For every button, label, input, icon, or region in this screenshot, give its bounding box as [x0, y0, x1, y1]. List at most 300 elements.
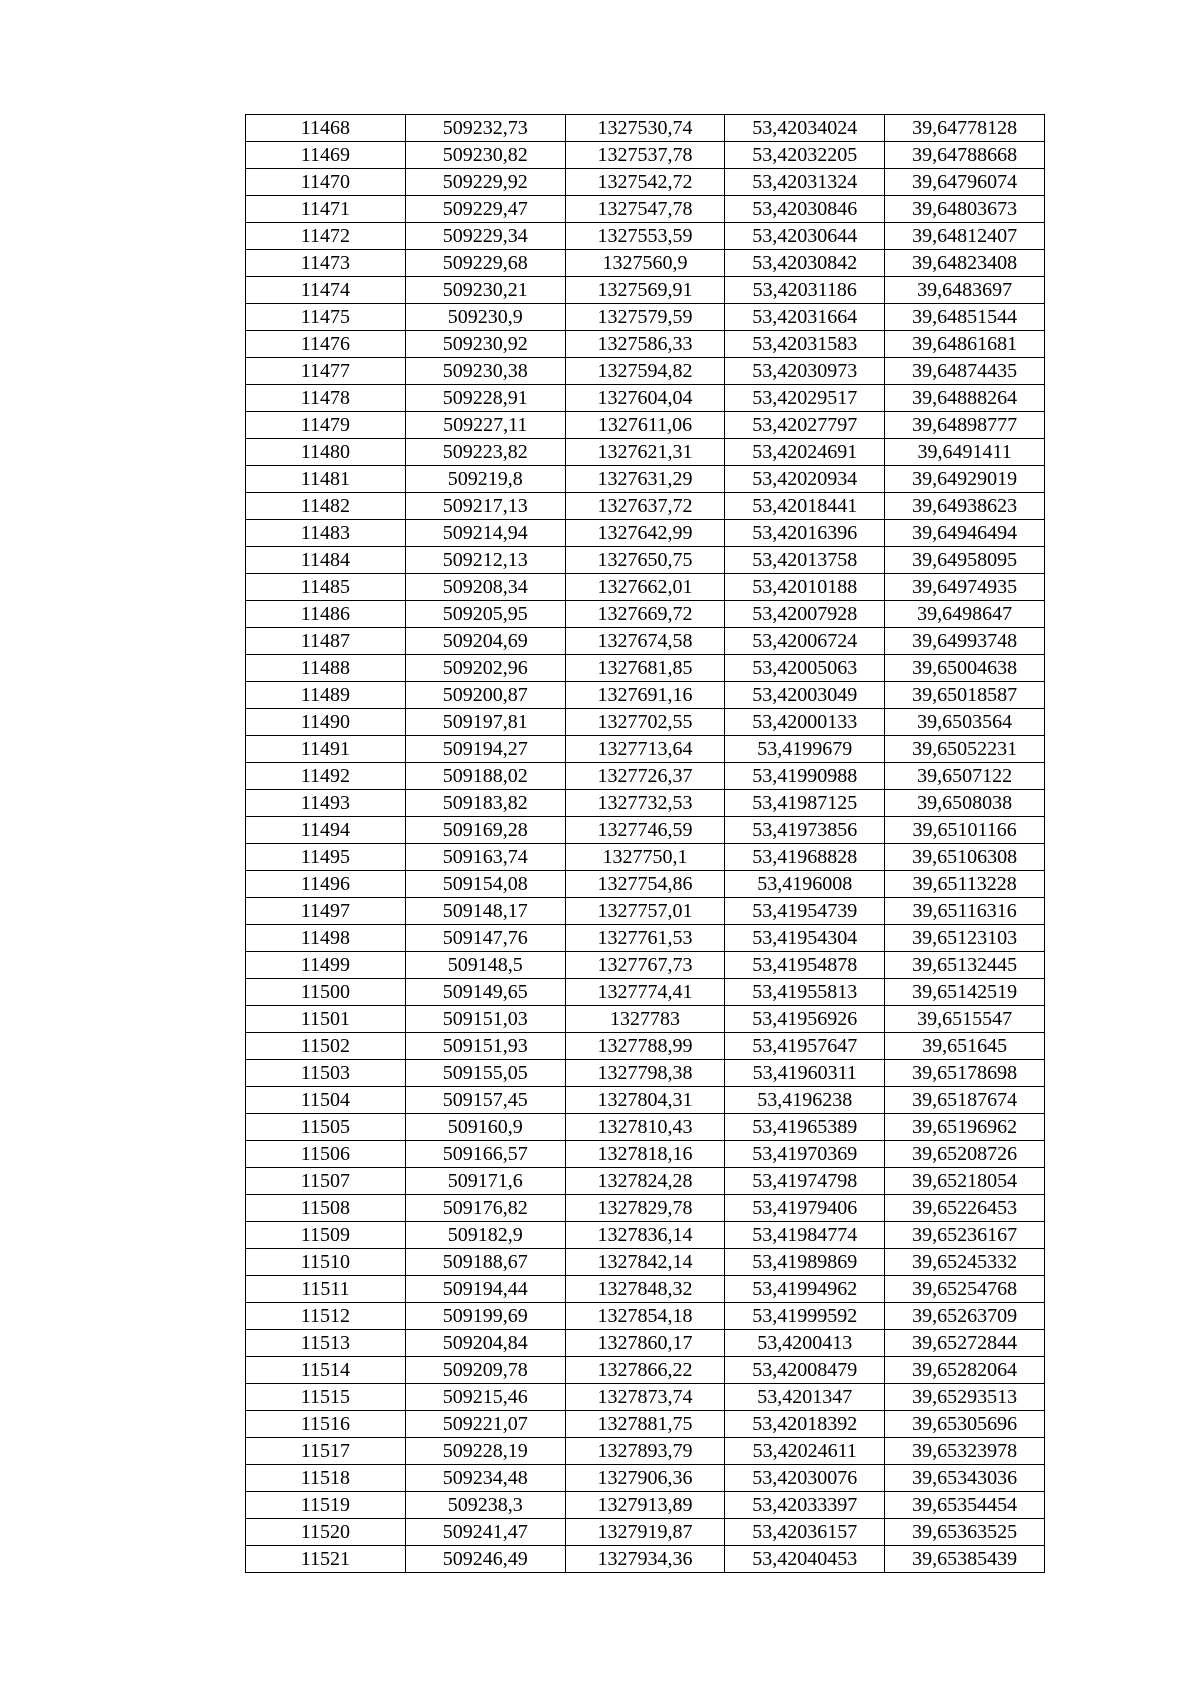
point-number-cell: 11493 [246, 790, 406, 817]
longitude-cell: 39,65106308 [885, 844, 1045, 871]
table-row [246, 628, 1045, 655]
longitude-cell: 39,6503564 [885, 709, 1045, 736]
x-coordinate-cell: 509230,38 [405, 358, 565, 385]
longitude-cell: 39,64958095 [885, 547, 1045, 574]
point-number-cell: 11518 [246, 1465, 406, 1492]
y-coordinate-cell: 1327919,87 [565, 1519, 725, 1546]
y-coordinate-cell: 1327631,29 [565, 466, 725, 493]
latitude-cell: 53,4201347 [725, 1384, 885, 1411]
longitude-cell: 39,65132445 [885, 952, 1045, 979]
latitude-cell: 53,41968828 [725, 844, 885, 871]
point-number-cell: 11485 [246, 574, 406, 601]
x-coordinate-cell: 509209,78 [405, 1357, 565, 1384]
y-coordinate-cell: 1327642,99 [565, 520, 725, 547]
table-row [246, 115, 1045, 142]
point-number-cell: 11501 [246, 1006, 406, 1033]
longitude-cell: 39,64812407 [885, 223, 1045, 250]
y-coordinate-cell: 1327713,64 [565, 736, 725, 763]
x-coordinate-cell: 509147,76 [405, 925, 565, 952]
x-coordinate-cell: 509202,96 [405, 655, 565, 682]
longitude-cell: 39,65282064 [885, 1357, 1045, 1384]
latitude-cell: 53,42018441 [725, 493, 885, 520]
longitude-cell: 39,65113228 [885, 871, 1045, 898]
point-number-cell: 11511 [246, 1276, 406, 1303]
point-number-cell: 11508 [246, 1195, 406, 1222]
y-coordinate-cell: 1327818,16 [565, 1141, 725, 1168]
x-coordinate-cell: 509238,3 [405, 1492, 565, 1519]
x-coordinate-cell: 509223,82 [405, 439, 565, 466]
x-coordinate-cell: 509182,9 [405, 1222, 565, 1249]
table-row [246, 925, 1045, 952]
longitude-cell: 39,64796074 [885, 169, 1045, 196]
point-number-cell: 11505 [246, 1114, 406, 1141]
table-row [246, 1384, 1045, 1411]
x-coordinate-cell: 509232,73 [405, 115, 565, 142]
x-coordinate-cell: 509221,07 [405, 1411, 565, 1438]
x-coordinate-cell: 509219,8 [405, 466, 565, 493]
table-row [246, 1411, 1045, 1438]
y-coordinate-cell: 1327604,04 [565, 385, 725, 412]
y-coordinate-cell: 1327798,38 [565, 1060, 725, 1087]
table-row [246, 358, 1045, 385]
latitude-cell: 53,42031186 [725, 277, 885, 304]
point-number-cell: 11472 [246, 223, 406, 250]
table-row [246, 1330, 1045, 1357]
x-coordinate-cell: 509205,95 [405, 601, 565, 628]
table-row [246, 439, 1045, 466]
table-row [246, 250, 1045, 277]
table-row [246, 547, 1045, 574]
latitude-cell: 53,4196238 [725, 1087, 885, 1114]
x-coordinate-cell: 509230,9 [405, 304, 565, 331]
longitude-cell: 39,65323978 [885, 1438, 1045, 1465]
latitude-cell: 53,42029517 [725, 385, 885, 412]
y-coordinate-cell: 1327829,78 [565, 1195, 725, 1222]
x-coordinate-cell: 509215,46 [405, 1384, 565, 1411]
table-row [246, 574, 1045, 601]
longitude-cell: 39,64993748 [885, 628, 1045, 655]
x-coordinate-cell: 509230,21 [405, 277, 565, 304]
latitude-cell: 53,41987125 [725, 790, 885, 817]
table-row [246, 1357, 1045, 1384]
longitude-cell: 39,64803673 [885, 196, 1045, 223]
point-number-cell: 11477 [246, 358, 406, 385]
y-coordinate-cell: 1327754,86 [565, 871, 725, 898]
latitude-cell: 53,42030846 [725, 196, 885, 223]
latitude-cell: 53,42036157 [725, 1519, 885, 1546]
table-row [246, 790, 1045, 817]
latitude-cell: 53,42032205 [725, 142, 885, 169]
y-coordinate-cell: 1327824,28 [565, 1168, 725, 1195]
longitude-cell: 39,65123103 [885, 925, 1045, 952]
point-number-cell: 11506 [246, 1141, 406, 1168]
longitude-cell: 39,64861681 [885, 331, 1045, 358]
longitude-cell: 39,64778128 [885, 115, 1045, 142]
y-coordinate-cell: 1327774,41 [565, 979, 725, 1006]
latitude-cell: 53,41956926 [725, 1006, 885, 1033]
table-row [246, 979, 1045, 1006]
y-coordinate-cell: 1327674,58 [565, 628, 725, 655]
longitude-cell: 39,64788668 [885, 142, 1045, 169]
x-coordinate-cell: 509229,92 [405, 169, 565, 196]
x-coordinate-cell: 509230,82 [405, 142, 565, 169]
x-coordinate-cell: 509151,93 [405, 1033, 565, 1060]
x-coordinate-cell: 509151,03 [405, 1006, 565, 1033]
longitude-cell: 39,65245332 [885, 1249, 1045, 1276]
point-number-cell: 11497 [246, 898, 406, 925]
table-row [246, 1060, 1045, 1087]
table-row [246, 1519, 1045, 1546]
table-row [246, 736, 1045, 763]
table-row [246, 952, 1045, 979]
table-row [246, 1114, 1045, 1141]
table-row [246, 466, 1045, 493]
y-coordinate-cell: 1327767,73 [565, 952, 725, 979]
y-coordinate-cell: 1327746,59 [565, 817, 725, 844]
table-row [246, 1195, 1045, 1222]
latitude-cell: 53,42005063 [725, 655, 885, 682]
longitude-cell: 39,6507122 [885, 763, 1045, 790]
x-coordinate-cell: 509217,13 [405, 493, 565, 520]
point-number-cell: 11520 [246, 1519, 406, 1546]
y-coordinate-cell: 1327560,9 [565, 250, 725, 277]
point-number-cell: 11481 [246, 466, 406, 493]
x-coordinate-cell: 509230,92 [405, 331, 565, 358]
point-number-cell: 11489 [246, 682, 406, 709]
latitude-cell: 53,42033397 [725, 1492, 885, 1519]
x-coordinate-cell: 509204,69 [405, 628, 565, 655]
table-row [246, 196, 1045, 223]
point-number-cell: 11500 [246, 979, 406, 1006]
x-coordinate-cell: 509176,82 [405, 1195, 565, 1222]
point-number-cell: 11503 [246, 1060, 406, 1087]
coordinates-table [245, 114, 1045, 1573]
table-row [246, 601, 1045, 628]
longitude-cell: 39,65343036 [885, 1465, 1045, 1492]
y-coordinate-cell: 1327662,01 [565, 574, 725, 601]
longitude-cell: 39,65004638 [885, 655, 1045, 682]
table-row [246, 1438, 1045, 1465]
point-number-cell: 11487 [246, 628, 406, 655]
point-number-cell: 11471 [246, 196, 406, 223]
longitude-cell: 39,65305696 [885, 1411, 1045, 1438]
x-coordinate-cell: 509208,34 [405, 574, 565, 601]
longitude-cell: 39,64823408 [885, 250, 1045, 277]
point-number-cell: 11510 [246, 1249, 406, 1276]
y-coordinate-cell: 1327893,79 [565, 1438, 725, 1465]
table-row [246, 169, 1045, 196]
point-number-cell: 11478 [246, 385, 406, 412]
table-row [246, 1168, 1045, 1195]
table-row [246, 763, 1045, 790]
x-coordinate-cell: 509229,68 [405, 250, 565, 277]
y-coordinate-cell: 1327726,37 [565, 763, 725, 790]
latitude-cell: 53,42027797 [725, 412, 885, 439]
y-coordinate-cell: 1327691,16 [565, 682, 725, 709]
latitude-cell: 53,42018392 [725, 1411, 885, 1438]
point-number-cell: 11519 [246, 1492, 406, 1519]
table-row [246, 142, 1045, 169]
x-coordinate-cell: 509166,57 [405, 1141, 565, 1168]
y-coordinate-cell: 1327906,36 [565, 1465, 725, 1492]
y-coordinate-cell: 1327637,72 [565, 493, 725, 520]
y-coordinate-cell: 1327860,17 [565, 1330, 725, 1357]
y-coordinate-cell: 1327669,72 [565, 601, 725, 628]
table-row [246, 1546, 1045, 1573]
longitude-cell: 39,65187674 [885, 1087, 1045, 1114]
table-row [246, 709, 1045, 736]
point-number-cell: 11480 [246, 439, 406, 466]
y-coordinate-cell: 1327569,91 [565, 277, 725, 304]
longitude-cell: 39,65178698 [885, 1060, 1045, 1087]
point-number-cell: 11498 [246, 925, 406, 952]
x-coordinate-cell: 509212,13 [405, 547, 565, 574]
point-number-cell: 11474 [246, 277, 406, 304]
x-coordinate-cell: 509197,81 [405, 709, 565, 736]
table-row [246, 1249, 1045, 1276]
y-coordinate-cell: 1327848,32 [565, 1276, 725, 1303]
x-coordinate-cell: 509228,19 [405, 1438, 565, 1465]
latitude-cell: 53,41979406 [725, 1195, 885, 1222]
point-number-cell: 11483 [246, 520, 406, 547]
y-coordinate-cell: 1327611,06 [565, 412, 725, 439]
latitude-cell: 53,41960311 [725, 1060, 885, 1087]
point-number-cell: 11473 [246, 250, 406, 277]
y-coordinate-cell: 1327594,82 [565, 358, 725, 385]
y-coordinate-cell: 1327788,99 [565, 1033, 725, 1060]
table-row [246, 898, 1045, 925]
latitude-cell: 53,41970369 [725, 1141, 885, 1168]
x-coordinate-cell: 509194,44 [405, 1276, 565, 1303]
x-coordinate-cell: 509148,17 [405, 898, 565, 925]
table-row [246, 520, 1045, 547]
y-coordinate-cell: 1327854,18 [565, 1303, 725, 1330]
point-number-cell: 11490 [246, 709, 406, 736]
longitude-cell: 39,6483697 [885, 277, 1045, 304]
table-row [246, 655, 1045, 682]
latitude-cell: 53,42030842 [725, 250, 885, 277]
x-coordinate-cell: 509229,34 [405, 223, 565, 250]
y-coordinate-cell: 1327553,59 [565, 223, 725, 250]
y-coordinate-cell: 1327836,14 [565, 1222, 725, 1249]
x-coordinate-cell: 509183,82 [405, 790, 565, 817]
longitude-cell: 39,6498647 [885, 601, 1045, 628]
longitude-cell: 39,6515547 [885, 1006, 1045, 1033]
point-number-cell: 11492 [246, 763, 406, 790]
y-coordinate-cell: 1327732,53 [565, 790, 725, 817]
y-coordinate-cell: 1327530,74 [565, 115, 725, 142]
latitude-cell: 53,41999592 [725, 1303, 885, 1330]
point-number-cell: 11494 [246, 817, 406, 844]
point-number-cell: 11513 [246, 1330, 406, 1357]
x-coordinate-cell: 509241,47 [405, 1519, 565, 1546]
longitude-cell: 39,65254768 [885, 1276, 1045, 1303]
table-row [246, 817, 1045, 844]
latitude-cell: 53,41994962 [725, 1276, 885, 1303]
y-coordinate-cell: 1327866,22 [565, 1357, 725, 1384]
latitude-cell: 53,42020934 [725, 466, 885, 493]
table-row [246, 682, 1045, 709]
y-coordinate-cell: 1327761,53 [565, 925, 725, 952]
longitude-cell: 39,65196962 [885, 1114, 1045, 1141]
table-row [246, 1087, 1045, 1114]
x-coordinate-cell: 509200,87 [405, 682, 565, 709]
latitude-cell: 53,42006724 [725, 628, 885, 655]
point-number-cell: 11517 [246, 1438, 406, 1465]
table-row [246, 493, 1045, 520]
point-number-cell: 11504 [246, 1087, 406, 1114]
latitude-cell: 53,41954739 [725, 898, 885, 925]
latitude-cell: 53,42016396 [725, 520, 885, 547]
y-coordinate-cell: 1327586,33 [565, 331, 725, 358]
latitude-cell: 53,41965389 [725, 1114, 885, 1141]
x-coordinate-cell: 509246,49 [405, 1546, 565, 1573]
latitude-cell: 53,41974798 [725, 1168, 885, 1195]
x-coordinate-cell: 509214,94 [405, 520, 565, 547]
table-row [246, 1141, 1045, 1168]
latitude-cell: 53,4199679 [725, 736, 885, 763]
longitude-cell: 39,6508038 [885, 790, 1045, 817]
latitude-cell: 53,4196008 [725, 871, 885, 898]
table-row [246, 844, 1045, 871]
table-row [246, 223, 1045, 250]
longitude-cell: 39,65385439 [885, 1546, 1045, 1573]
point-number-cell: 11496 [246, 871, 406, 898]
y-coordinate-cell: 1327757,01 [565, 898, 725, 925]
longitude-cell: 39,65018587 [885, 682, 1045, 709]
table-row [246, 1276, 1045, 1303]
point-number-cell: 11516 [246, 1411, 406, 1438]
longitude-cell: 39,65354454 [885, 1492, 1045, 1519]
latitude-cell: 53,42030076 [725, 1465, 885, 1492]
latitude-cell: 53,42030644 [725, 223, 885, 250]
table-row [246, 304, 1045, 331]
point-number-cell: 11484 [246, 547, 406, 574]
x-coordinate-cell: 509194,27 [405, 736, 565, 763]
x-coordinate-cell: 509204,84 [405, 1330, 565, 1357]
latitude-cell: 53,42024691 [725, 439, 885, 466]
latitude-cell: 53,4200413 [725, 1330, 885, 1357]
y-coordinate-cell: 1327537,78 [565, 142, 725, 169]
x-coordinate-cell: 509229,47 [405, 196, 565, 223]
longitude-cell: 39,64898777 [885, 412, 1045, 439]
y-coordinate-cell: 1327810,43 [565, 1114, 725, 1141]
point-number-cell: 11491 [246, 736, 406, 763]
longitude-cell: 39,65263709 [885, 1303, 1045, 1330]
x-coordinate-cell: 509160,9 [405, 1114, 565, 1141]
latitude-cell: 53,42031324 [725, 169, 885, 196]
latitude-cell: 53,42003049 [725, 682, 885, 709]
longitude-cell: 39,65142519 [885, 979, 1045, 1006]
point-number-cell: 11486 [246, 601, 406, 628]
point-number-cell: 11482 [246, 493, 406, 520]
longitude-cell: 39,65052231 [885, 736, 1045, 763]
longitude-cell: 39,64851544 [885, 304, 1045, 331]
point-number-cell: 11521 [246, 1546, 406, 1573]
table-row [246, 871, 1045, 898]
table-row [246, 1303, 1045, 1330]
table-row [246, 1465, 1045, 1492]
longitude-cell: 39,65293513 [885, 1384, 1045, 1411]
latitude-cell: 53,42030973 [725, 358, 885, 385]
point-number-cell: 11509 [246, 1222, 406, 1249]
y-coordinate-cell: 1327783 [565, 1006, 725, 1033]
y-coordinate-cell: 1327873,74 [565, 1384, 725, 1411]
point-number-cell: 11512 [246, 1303, 406, 1330]
longitude-cell: 39,651645 [885, 1033, 1045, 1060]
latitude-cell: 53,41990988 [725, 763, 885, 790]
point-number-cell: 11479 [246, 412, 406, 439]
longitude-cell: 39,65363525 [885, 1519, 1045, 1546]
y-coordinate-cell: 1327934,36 [565, 1546, 725, 1573]
latitude-cell: 53,42007928 [725, 601, 885, 628]
longitude-cell: 39,65218054 [885, 1168, 1045, 1195]
y-coordinate-cell: 1327842,14 [565, 1249, 725, 1276]
x-coordinate-cell: 509188,67 [405, 1249, 565, 1276]
point-number-cell: 11470 [246, 169, 406, 196]
point-number-cell: 11468 [246, 115, 406, 142]
latitude-cell: 53,42010188 [725, 574, 885, 601]
longitude-cell: 39,64938623 [885, 493, 1045, 520]
point-number-cell: 11476 [246, 331, 406, 358]
latitude-cell: 53,42008479 [725, 1357, 885, 1384]
longitude-cell: 39,65226453 [885, 1195, 1045, 1222]
x-coordinate-cell: 509228,91 [405, 385, 565, 412]
coordinates-table-body [246, 115, 1045, 1573]
y-coordinate-cell: 1327750,1 [565, 844, 725, 871]
point-number-cell: 11495 [246, 844, 406, 871]
x-coordinate-cell: 509157,45 [405, 1087, 565, 1114]
y-coordinate-cell: 1327881,75 [565, 1411, 725, 1438]
longitude-cell: 39,64874435 [885, 358, 1045, 385]
latitude-cell: 53,42031583 [725, 331, 885, 358]
longitude-cell: 39,65236167 [885, 1222, 1045, 1249]
latitude-cell: 53,41989869 [725, 1249, 885, 1276]
y-coordinate-cell: 1327804,31 [565, 1087, 725, 1114]
latitude-cell: 53,41954878 [725, 952, 885, 979]
point-number-cell: 11507 [246, 1168, 406, 1195]
y-coordinate-cell: 1327702,55 [565, 709, 725, 736]
y-coordinate-cell: 1327681,85 [565, 655, 725, 682]
table-row [246, 1033, 1045, 1060]
point-number-cell: 11475 [246, 304, 406, 331]
latitude-cell: 53,42034024 [725, 115, 885, 142]
x-coordinate-cell: 509169,28 [405, 817, 565, 844]
longitude-cell: 39,64974935 [885, 574, 1045, 601]
table-row [246, 385, 1045, 412]
latitude-cell: 53,41957647 [725, 1033, 885, 1060]
latitude-cell: 53,41984774 [725, 1222, 885, 1249]
point-number-cell: 11488 [246, 655, 406, 682]
latitude-cell: 53,41973856 [725, 817, 885, 844]
y-coordinate-cell: 1327579,59 [565, 304, 725, 331]
longitude-cell: 39,65116316 [885, 898, 1045, 925]
point-number-cell: 11499 [246, 952, 406, 979]
table-row [246, 1222, 1045, 1249]
x-coordinate-cell: 509171,6 [405, 1168, 565, 1195]
longitude-cell: 39,64946494 [885, 520, 1045, 547]
table-row [246, 1492, 1045, 1519]
x-coordinate-cell: 509163,74 [405, 844, 565, 871]
x-coordinate-cell: 509154,08 [405, 871, 565, 898]
longitude-cell: 39,65101166 [885, 817, 1045, 844]
x-coordinate-cell: 509149,65 [405, 979, 565, 1006]
x-coordinate-cell: 509227,11 [405, 412, 565, 439]
longitude-cell: 39,65272844 [885, 1330, 1045, 1357]
point-number-cell: 11515 [246, 1384, 406, 1411]
y-coordinate-cell: 1327650,75 [565, 547, 725, 574]
table-row [246, 277, 1045, 304]
